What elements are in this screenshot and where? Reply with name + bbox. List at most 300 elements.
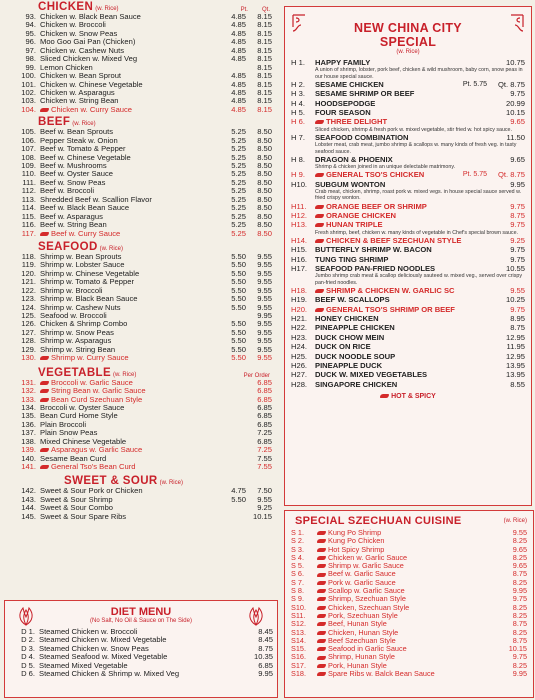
hot-pepper-icon [317, 573, 326, 577]
item-price: 8.25 [512, 627, 527, 637]
item-name-text: Beef w. String Bean [40, 221, 107, 230]
hot-pepper-icon [40, 465, 49, 469]
item-number: 103. [21, 96, 36, 106]
item-name-text: Pork, Szechuan Style [328, 611, 398, 620]
item-price: 10.15 [505, 107, 525, 117]
item-name-text: Sweet & Sour Shrimp [40, 495, 113, 504]
item-name-text: Pepper Steak w. Onion [40, 136, 118, 145]
item-name [40, 504, 220, 512]
item-pint-price: 4.85 [231, 104, 246, 114]
item-price: 9.55 [257, 251, 272, 261]
item-name [317, 537, 493, 545]
hot-pepper-icon [315, 289, 324, 293]
item-number: S18. [291, 669, 307, 679]
item-name [40, 64, 220, 72]
item-number: S 9. [291, 594, 304, 604]
item-name [40, 21, 220, 29]
item-number: 128. [21, 336, 36, 346]
item-name-text: SEAFOOD COMBINATION [315, 132, 409, 142]
item-description: Sliced chicken, shrimp & fresh pork w. mixed vegetable, stir fried w. hot spicy sauce. [315, 126, 512, 133]
item-number: 95. [25, 28, 36, 38]
item-name [317, 653, 493, 661]
item-name [315, 211, 495, 220]
item-price: 8.15 [257, 79, 272, 89]
item-price: 8.50 [257, 194, 272, 204]
item-price: 6.85 [257, 394, 272, 404]
item-name [40, 287, 220, 295]
item-price: 11.50 [506, 132, 525, 142]
menu-item-row [4, 421, 276, 429]
item-number: 145. [21, 511, 36, 521]
item-name-text: Steamed Chicken w. Broccoli [39, 628, 138, 636]
special-item-row [285, 333, 531, 342]
item-price: 9.65 [512, 561, 527, 571]
item-price: 8.25 [512, 610, 527, 620]
diet-title: DIET MENU [110, 606, 172, 618]
item-number: 105. [21, 127, 36, 137]
item-name-text: SESAME CHICKEN [315, 79, 384, 89]
item-number: 133. [21, 394, 36, 404]
item-price: 20.99 [505, 98, 525, 108]
item-name-text: Shrimp w. Tomato & Pepper [40, 278, 134, 287]
item-price: 8.75 [258, 643, 273, 653]
item-name-text: Beef w. Garlic Sauce [328, 570, 396, 579]
item-name-text: Sweet & Sour Spare Ribs [40, 512, 127, 521]
item-name-text: Beef w. Asparagus [40, 212, 103, 221]
item-price: 8.50 [257, 161, 272, 170]
hot-pepper-icon [317, 539, 326, 543]
item-name [315, 342, 495, 351]
item-name [40, 270, 220, 278]
item-name [315, 333, 495, 342]
special-item-row [285, 352, 531, 361]
item-name [317, 629, 493, 637]
item-name-text: Sweet & Sour Combo [40, 504, 114, 513]
hot-pepper-icon [40, 232, 49, 236]
item-number: 143. [21, 494, 36, 504]
hot-pepper-icon [40, 381, 49, 385]
item-name [317, 562, 493, 570]
menu-item-row [5, 628, 277, 636]
item-pint-price: 5.25 [231, 135, 246, 145]
item-name-text: Shrimp w. Bean Sprouts [40, 252, 122, 261]
menu-item-row [5, 636, 277, 644]
menu-item-row [4, 438, 276, 446]
hot-pepper-icon [40, 389, 49, 393]
item-number: 134. [21, 402, 36, 412]
item-name-text: Shrimp w. String Bean [40, 345, 116, 354]
item-number: H 9. [291, 170, 305, 180]
item-name-text: Steamed Chicken w. Mixed Vegetable [39, 636, 167, 645]
item-name [315, 264, 495, 273]
item-pint-price: 5.25 [231, 203, 246, 213]
item-name [40, 387, 246, 395]
item-number: H25. [291, 351, 308, 361]
item-name [317, 612, 493, 620]
sweetsour-subtitle: (w. Rice) [159, 480, 183, 487]
item-number: 102. [21, 87, 36, 97]
item-price: 9.95 [512, 586, 527, 596]
item-name-text: HONEY CHICKEN [315, 314, 379, 324]
szechuan-item-row [285, 662, 533, 670]
item-name-text: Beef, Hunan Style [328, 620, 387, 629]
item-pint-price: 5.25 [231, 220, 246, 230]
item-number: H12. [291, 210, 308, 220]
item-price: 9.75 [510, 304, 525, 314]
hot-pepper-icon [317, 556, 326, 560]
item-price: 9.55 [510, 285, 525, 295]
special-item-row [285, 361, 531, 370]
hot-pepper-icon [315, 214, 324, 218]
item-number: H23. [291, 332, 308, 342]
szechuan-item-row [285, 670, 533, 678]
item-name-text: DUCK W. MIXED VEGETABLES [315, 370, 428, 380]
item-price: 9.55 [257, 344, 272, 354]
item-price: 7.55 [257, 453, 272, 463]
hot-pepper-icon [317, 531, 326, 535]
item-number: H 6. [291, 117, 305, 127]
item-name-text: Beef w. Tomato & Pepper [40, 145, 126, 154]
item-name-text: Sweet & Sour Pork or Chicken [40, 487, 143, 496]
item-name [40, 154, 220, 162]
corner-ornament-icon [291, 13, 313, 35]
item-name [315, 245, 495, 254]
item-name [317, 529, 493, 537]
item-price: 8.50 [257, 228, 272, 238]
item-price: 10.35 [253, 652, 273, 662]
menu-item-row [4, 304, 276, 312]
item-number: 142. [21, 486, 36, 496]
item-name [315, 99, 495, 108]
item-name [317, 595, 493, 603]
item-pint-price: 4.85 [231, 54, 246, 64]
item-price: 8.95 [510, 314, 525, 324]
item-number: S10. [291, 602, 307, 612]
item-name [40, 337, 220, 345]
item-name [39, 662, 247, 670]
item-pint-price: 5.25 [231, 177, 246, 187]
item-price: 9.75 [510, 89, 525, 99]
item-price: 6.85 [257, 436, 272, 446]
item-name [40, 354, 220, 362]
special-subtitle: (w. Rice) [396, 49, 420, 55]
item-name-text: Beef w. Bean Sprouts [40, 128, 114, 137]
item-number: S14. [291, 635, 307, 645]
item-pint-price: 5.25 [231, 186, 246, 196]
item-name [317, 620, 493, 628]
hot-pepper-icon [317, 614, 326, 618]
item-price: 9.55 [257, 319, 272, 329]
item-pint-price: 4.85 [231, 28, 246, 38]
special-item-row [285, 180, 531, 189]
item-pint-price: 4.75 [231, 486, 246, 496]
menu-item-row [4, 106, 276, 114]
menu-item-row [4, 455, 276, 463]
item-number: S 5. [291, 561, 304, 571]
corner-ornament-icon [503, 13, 525, 35]
special-item-row [285, 170, 531, 179]
hot-pepper-icon [317, 647, 326, 651]
item-price: 8.75 [510, 210, 525, 220]
item-price: 9.95 [512, 669, 527, 679]
item-name-text: Chicken w. Broccoli [40, 21, 106, 30]
special-item-row [285, 370, 531, 379]
menu-item-row [4, 55, 276, 63]
hot-pepper-icon [317, 548, 326, 552]
item-number: H28. [291, 379, 308, 389]
item-name [40, 329, 220, 337]
item-name-text: Kung Po Shrimp [328, 529, 382, 537]
item-name-text: SESAME SHRIMP OR BEEF [315, 89, 415, 99]
item-name [40, 261, 220, 269]
menu-item-row [5, 662, 277, 670]
item-name-text: THREE DELIGHT [326, 117, 388, 127]
item-name-text: Sliced Chicken w. Mixed Veg [40, 55, 138, 64]
item-pint-price: 5.50 [231, 327, 246, 337]
item-name-text: Spare Ribs w. Balck Bean Sauce [328, 670, 435, 679]
item-name [315, 170, 463, 179]
item-number: S 3. [291, 544, 304, 554]
hot-pepper-icon [317, 564, 326, 568]
szechuan-box [284, 510, 534, 698]
item-name-text: String Bean w. Garlic Sauce [51, 387, 146, 396]
item-name-text: Beef w. Broccoli [40, 187, 95, 196]
item-name [40, 304, 220, 312]
item-name-text: Pork w. Garlic Sauce [328, 578, 396, 587]
item-price: 6.85 [257, 419, 272, 429]
item-price: 8.25 [512, 536, 527, 546]
item-pint-price: 5.25 [231, 161, 246, 170]
item-name [40, 162, 220, 170]
item-number: 99. [25, 62, 36, 72]
item-name [40, 487, 220, 495]
menu-item-row [5, 645, 277, 653]
item-pint-price: 4.85 [231, 71, 246, 81]
item-number: H27. [291, 370, 308, 380]
item-name-text: Hot Spicy Shrimp [328, 545, 385, 554]
item-name [40, 187, 220, 195]
seafood-title: SEAFOOD [38, 240, 98, 253]
item-number: H17. [291, 264, 308, 274]
hot-pepper-icon [40, 356, 49, 360]
item-name [40, 128, 220, 136]
item-name [39, 670, 247, 678]
menu-item-row [4, 412, 276, 420]
item-price: 7.25 [257, 445, 272, 455]
item-price: 7.25 [257, 428, 272, 438]
seafood-subtitle: (w. Rice) [99, 245, 124, 252]
item-name-text: Steamed Mixed Vegetable [39, 661, 128, 670]
item-number: 115. [21, 211, 36, 221]
item-number: 126. [21, 319, 36, 329]
item-price: 10.15 [508, 644, 527, 654]
item-price: 8.15 [257, 54, 272, 64]
menu-item-row [4, 379, 276, 387]
item-name-text: Chicken w. Garlic Sauce [328, 553, 408, 562]
szechuan-item-row [285, 587, 533, 595]
hot-pepper-icon [380, 394, 389, 398]
special-item-row [285, 89, 531, 98]
item-name [40, 496, 220, 504]
item-price: 8.45 [258, 635, 273, 645]
item-name-text: SINGAPORE CHICKEN [315, 379, 398, 389]
item-number: H24. [291, 342, 308, 352]
item-price: 8.50 [257, 152, 272, 162]
item-number: S 6. [291, 569, 304, 579]
item-name-text: DUCK CHOW MEIN [315, 332, 385, 342]
item-price: 9.75 [512, 652, 527, 662]
item-number: 118. [21, 251, 36, 261]
szechuan-item-row [285, 637, 533, 645]
item-name-text: Steamed Seafood w. Mixed Vegetable [39, 653, 168, 662]
item-name [40, 38, 220, 46]
hot-pepper-icon [315, 205, 324, 209]
special-title-line2: SPECIAL [379, 35, 437, 49]
item-pint-price: 5.50 [231, 277, 246, 287]
item-name [40, 47, 220, 55]
left-column [4, 0, 276, 521]
item-name-text: Chicken w. Cashew Nuts [40, 46, 124, 55]
item-number: 119. [21, 260, 36, 270]
item-pint-price: 5.25 [231, 228, 246, 238]
item-number: 138. [21, 436, 36, 446]
szechuan-list [285, 529, 533, 678]
hot-pepper-icon [315, 120, 324, 124]
item-number: 141. [21, 462, 36, 471]
item-pint-price: 5.25 [231, 211, 246, 221]
item-name [315, 117, 495, 126]
item-number: H19. [291, 295, 308, 305]
item-number: D 3. [21, 643, 35, 653]
item-price: 11.95 [506, 342, 525, 352]
item-number: 107. [21, 144, 36, 154]
item-pint-price: 5.25 [231, 127, 246, 137]
item-price: 9.75 [512, 594, 527, 604]
item-number: 121. [21, 277, 36, 287]
item-name-text: SUBGUM WONTON [315, 179, 386, 189]
special-item-row [285, 236, 531, 245]
item-price: 6.85 [257, 377, 272, 387]
item-price: 8.15 [257, 104, 272, 114]
item-name [315, 202, 495, 211]
item-price: 8.50 [257, 211, 272, 221]
item-pint-price: 4.85 [231, 12, 246, 21]
item-number: 93. [25, 12, 36, 21]
lotus-ornament-icon [15, 605, 37, 627]
special-item-row [285, 58, 531, 67]
menu-item-row [4, 404, 276, 412]
item-name [40, 295, 220, 303]
item-number: 100. [21, 71, 36, 81]
special-item-row [285, 220, 531, 229]
item-name-text: DRAGON & PHOENIX [315, 154, 393, 164]
item-pint-price: 4.85 [231, 20, 246, 30]
item-price: 8.50 [257, 169, 272, 179]
item-name-text: Chicken w. Chinese Vegetable [40, 80, 143, 89]
szechuan-item-row [285, 537, 533, 545]
item-price: 12.95 [505, 351, 525, 361]
item-number: S15. [291, 644, 307, 654]
item-number: H21. [291, 314, 308, 324]
item-name [315, 58, 495, 67]
item-name [315, 155, 495, 164]
item-name [315, 295, 495, 304]
item-name [315, 314, 495, 323]
item-number: 101. [21, 79, 36, 89]
item-pint-price: 5.25 [231, 169, 246, 179]
item-price: 8.50 [257, 177, 272, 187]
special-item-row [285, 133, 531, 142]
item-price: 9.55 [257, 285, 272, 295]
hot-pepper-icon [317, 606, 326, 610]
item-number: D 2. [21, 635, 35, 645]
item-name [39, 628, 247, 636]
szechuan-subtitle: (w. Rice) [503, 518, 527, 524]
menu-item-row [5, 653, 277, 661]
special-box [284, 6, 532, 506]
item-pint-price: 5.50 [231, 251, 246, 261]
item-price: 10.55 [505, 264, 525, 274]
item-pint-price: 5.25 [231, 152, 246, 162]
item-number: H14. [291, 235, 308, 245]
item-name-text: Beef w. Black Bean Sauce [40, 204, 130, 213]
item-name-text: Steamed Chicken & Shrimp w. Mixed Veg [39, 670, 180, 679]
item-name-text: GENERAL TSO'S CHICKEN [326, 170, 425, 180]
item-name [40, 204, 220, 212]
szechuan-item-row [285, 629, 533, 637]
item-name-text: General Tso's Bean Curd [51, 463, 136, 471]
item-name [40, 404, 246, 412]
vegetable-title: VEGETABLE [38, 366, 112, 379]
item-name [40, 221, 220, 229]
hot-pepper-icon [40, 108, 49, 112]
item-name [317, 637, 493, 645]
item-name [317, 670, 493, 678]
item-price: 9.65 [512, 544, 527, 554]
item-price: 9.75 [510, 220, 525, 230]
item-pint-price: 5.50 [231, 302, 246, 312]
item-name-text: Shrimp w. Broccoli [40, 286, 103, 295]
item-pint-price: 4.85 [231, 96, 246, 106]
special-item-row [285, 342, 531, 351]
special-item-row [285, 108, 531, 117]
item-name-text: TUNG TING SHRIMP [315, 254, 389, 264]
item-price: 9.65 [510, 154, 525, 164]
item-price: 8.15 [257, 87, 272, 97]
item-name-text: DUCK ON RICE [315, 342, 371, 352]
item-name [315, 80, 463, 89]
item-name [315, 108, 495, 117]
item-name [40, 13, 220, 21]
vegetable-list [4, 379, 276, 472]
item-pint-price: 4.85 [231, 37, 246, 47]
hot-pepper-icon [315, 308, 324, 312]
item-description: Jumbo shrimp crab meat & scallop deliciously sauteed w. mixed veg., served over crispy pan-fried noodles. [315, 273, 522, 286]
special-list [285, 58, 531, 389]
special-item-row [285, 255, 531, 264]
special-title-line1: NEW CHINA CITY [354, 21, 462, 35]
item-name [317, 546, 493, 554]
item-name-text: Bean Curd Home Style [40, 412, 118, 421]
item-price: 13.95 [505, 370, 525, 380]
item-name-text: Mixed Chinese Vegetable [40, 437, 127, 446]
item-price: 9.55 [512, 528, 527, 537]
diet-subtitle: (No Salt, No Oil & Sauce on The Side) [90, 618, 192, 624]
item-price: 9.25 [257, 503, 272, 513]
szechuan-item-row [285, 595, 533, 603]
item-name [40, 312, 220, 320]
item-description: Crab meat, chicken, shrimp, roast pork w. mixed vegs. in house special sauce served w. fried crispy wonton. [315, 189, 522, 202]
